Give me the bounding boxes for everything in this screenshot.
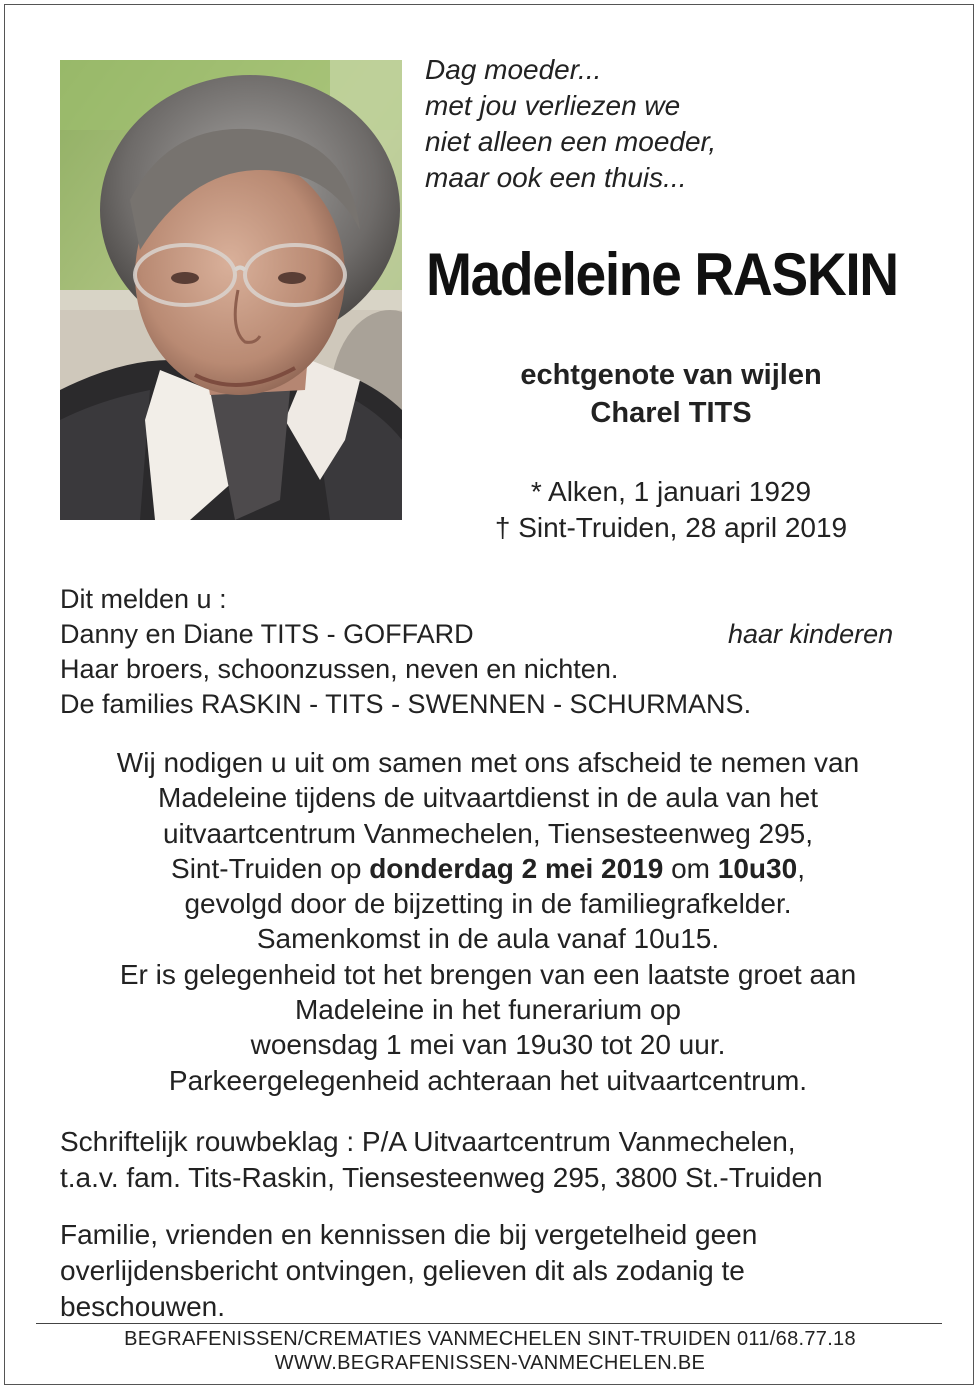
poem-line: niet alleen een moeder, <box>425 126 717 157</box>
service-date: donderdag 2 mei 2019 <box>369 852 664 884</box>
invitation-line: Parkeergelegenheid achteraan het uitvaartcentrum. <box>168 1064 808 1096</box>
families-line: De families RASKIN - TITS - SWENNEN - SCHURMANS. <box>60 689 752 719</box>
deceased-name: Madeleine RASKIN <box>426 241 898 308</box>
invitation-line: Samenkomst in de aula vanaf 10u15. <box>256 923 720 955</box>
spouse-relation: echtgenote van wijlen <box>520 359 822 391</box>
family-note-line: overlijdensbericht ontvingen, gelieven dit als zodanig te <box>60 1255 745 1286</box>
invitation-line-date <box>60 851 916 886</box>
invitation-text: , <box>797 852 805 884</box>
children-role: haar kinderen <box>728 619 894 649</box>
invitation-line: Er is gelegenheid tot het brengen van een laatste groet aan <box>119 958 857 990</box>
notice-intro: Dit melden u : <box>60 584 227 614</box>
condolence-address <box>60 1124 823 1196</box>
service-time: 10u30 <box>717 852 798 884</box>
family-note <box>60 1217 880 1325</box>
poem-line: Dag moeder... <box>425 54 602 85</box>
children-row <box>60 617 920 652</box>
birth-date: * Alken, 1 januari 1929 <box>530 476 812 507</box>
funeral-invitation <box>60 745 916 1098</box>
relatives-line: Haar broers, schoonzussen, neven en nichten. <box>60 654 619 684</box>
death-date: † Sint-Truiden, 28 april 2019 <box>494 512 848 543</box>
poem-line: maar ook een thuis... <box>425 162 687 193</box>
condolence-line: Schriftelijk rouwbeklag : P/A Uitvaartcentrum Vanmechelen, <box>60 1126 796 1157</box>
announcement-list <box>60 582 920 722</box>
children-names: Danny en Diane TITS - GOFFARD <box>60 619 474 649</box>
portrait-photo <box>60 60 402 520</box>
funeral-home-info: BEGRAFENISSEN/CREMATIES VANMECHELEN SINT-TRUIDEN 011/68.77.18 <box>124 1328 856 1350</box>
invitation-line: gevolgd door de bijzetting in de familiegrafkelder. <box>184 888 792 920</box>
family-note-line: beschouwen. <box>60 1291 226 1322</box>
life-dates <box>440 474 902 546</box>
invitation-line: uitvaartcentrum Vanmechelen, Tiensesteenweg 295, <box>162 817 814 849</box>
poem-line: met jou verliezen we <box>425 90 681 121</box>
funeral-home-website: WWW.BEGRAFENISSEN-VANMECHELEN.BE <box>274 1352 706 1374</box>
family-note-line: Familie, vrienden en kennissen die bij vergetelheid geen <box>60 1219 758 1250</box>
memorial-poem <box>425 52 716 196</box>
invitation-line: Madeleine in het funerarium op <box>294 994 681 1026</box>
invitation-text: Sint-Truiden op <box>171 852 370 884</box>
invitation-line: Wij nodigen u uit om samen met ons afscheid te nemen van <box>116 747 860 778</box>
spouse-info <box>440 356 902 432</box>
footer-divider <box>36 1323 942 1324</box>
invitation-text: om <box>663 852 718 884</box>
condolence-line: t.a.v. fam. Tits-Raskin, Tiensesteenweg 295, 3800 St.-Truiden <box>60 1162 823 1193</box>
spouse-name: Charel TITS <box>590 397 752 429</box>
invitation-line: Madeleine tijdens de uitvaartdienst in de aula van het <box>158 782 818 814</box>
invitation-line: woensdag 1 mei van 19u30 tot 20 uur. <box>250 1029 726 1061</box>
